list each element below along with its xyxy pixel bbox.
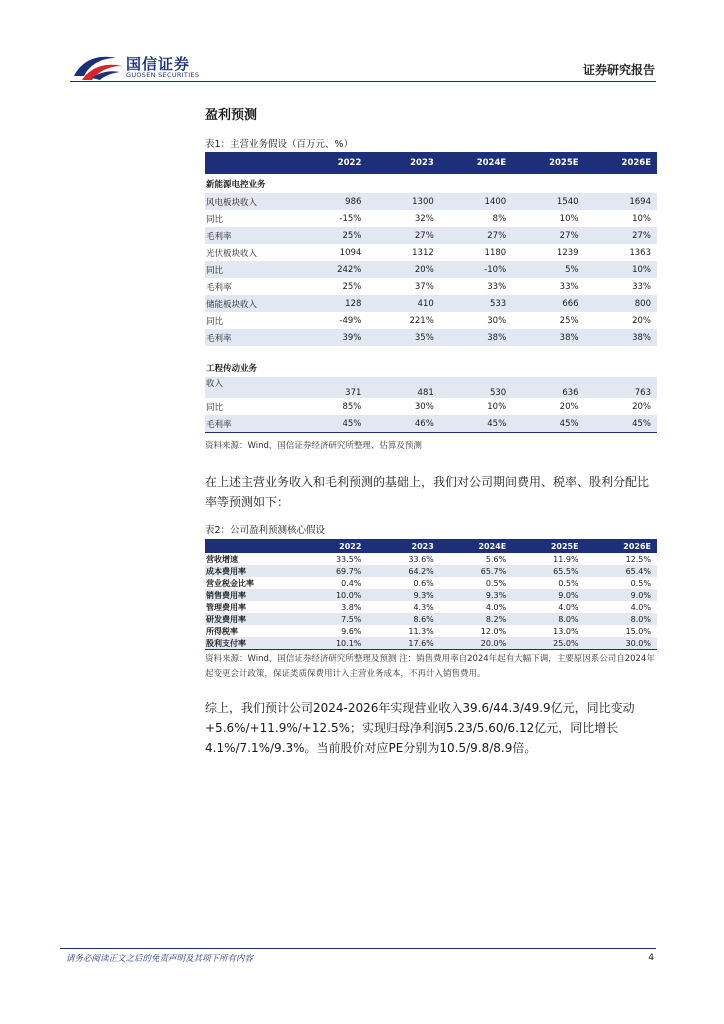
table-cell: 25% [295, 227, 367, 244]
table-cell: 12.0% [480, 626, 507, 636]
table-cell: 9.0% [585, 589, 657, 601]
table-cell: 20% [367, 261, 439, 278]
table-cell: 10.1% [295, 637, 367, 650]
table-cell: 65.5% [512, 565, 584, 577]
table-section-row [205, 174, 657, 193]
table-row [205, 329, 657, 346]
table-cell: 35% [367, 329, 439, 346]
table-row [205, 244, 657, 261]
table-header-row [205, 152, 657, 174]
table-cell: 9.0% [512, 589, 584, 601]
table-cell: 27% [367, 227, 439, 244]
table-cell: 25.0% [512, 637, 584, 650]
table-section-row [205, 358, 657, 377]
table-cell: -15% [339, 213, 362, 224]
table-cell: 46% [367, 415, 439, 433]
table-cell: 45% [512, 415, 584, 433]
section-label: 新能源电控业务 [206, 179, 266, 190]
table-cell: 410 [367, 295, 439, 312]
table-cell: 221% [409, 315, 434, 326]
table-row [205, 227, 657, 244]
table-cell: 1312 [412, 247, 434, 258]
row-label: 销售费用率 [205, 589, 295, 601]
table-cell: 33% [632, 281, 651, 292]
table-cell: 38% [440, 329, 512, 346]
table-cell: 65.7% [440, 565, 512, 577]
table-header-cell: 2024E [440, 539, 512, 553]
table-cell: 0.5% [630, 578, 651, 588]
table-header-row [205, 539, 657, 553]
table-cell: 11.3% [408, 626, 434, 636]
table-cell: 128 [295, 295, 367, 312]
table-cell: 8.0% [585, 613, 657, 625]
table-cell: 13.0% [553, 626, 579, 636]
row-label: 储能板块收入 [205, 295, 295, 312]
table-row [205, 625, 657, 637]
table-cell: 763 [585, 377, 657, 398]
report-type-label: 证券研究报告 [582, 63, 655, 77]
table-cell: 39% [295, 329, 367, 346]
table-row [205, 589, 657, 601]
logo-text-cn: 国信证券 [126, 55, 191, 73]
table-cell: 45% [585, 415, 657, 433]
table-cell: 9.6% [341, 626, 362, 636]
table-cell: 1239 [556, 247, 579, 258]
table-cell: 32% [414, 213, 434, 224]
table-cell: 1540 [512, 193, 584, 210]
table-header-cell: 2025E [512, 539, 584, 553]
table-cell: 10% [559, 213, 579, 224]
table-cell: 10.0% [295, 589, 367, 601]
table-cell: 45% [295, 415, 367, 433]
table-cell: 1300 [367, 193, 439, 210]
header-divider [70, 81, 656, 82]
table-cell: 69.7% [295, 565, 367, 577]
table-cell: 33.5% [335, 554, 362, 564]
table-cell: 45% [440, 415, 512, 433]
table-cell: 481 [367, 377, 439, 398]
table-cell: 1363 [629, 247, 651, 258]
table-cell: 30% [487, 315, 507, 326]
table-row [205, 415, 657, 433]
row-label: 毛利率 [205, 227, 295, 244]
table-row [205, 613, 657, 625]
table-header-cell [205, 539, 295, 553]
row-label: 研发费用率 [205, 613, 295, 625]
table-cell: 4.0% [558, 602, 579, 612]
table-cell: 33% [487, 281, 507, 292]
table-cell: 25% [342, 281, 362, 292]
table-header-cell: 2024E [440, 152, 512, 174]
row-label: 收入 [205, 377, 295, 398]
table-cell: 9.3% [440, 589, 512, 601]
table2-source: 资料来源：Wind，国信证券经济研究所整理及预测 注：销售费用率自2024年起有大幅下调，主要原因系公司自2024年起变更会计政策，保证类质保费用计入主营业务成本，不再计入销售费用。 [205, 654, 655, 679]
table-cell: 986 [295, 193, 367, 210]
table-cell: 64.2% [367, 565, 439, 577]
table-cell: 27% [512, 227, 584, 244]
table-cell: 7.5% [295, 613, 367, 625]
body-paragraph-1: 在上述主营业务收入和毛利预测的基础上，我们对公司期间费用、税率、股利分配比率等预测如下： [205, 475, 650, 509]
table-row [205, 210, 657, 227]
table-cell: 4.3% [413, 602, 434, 612]
table-cell: 33% [559, 281, 579, 292]
table-cell: 1094 [339, 247, 362, 258]
table-row [205, 377, 657, 398]
table-row [205, 565, 657, 577]
table-cell: 10% [632, 213, 651, 224]
table-cell: 27% [585, 227, 657, 244]
section-title: 盈利预测 [205, 108, 258, 123]
row-label: 成本费用率 [205, 565, 295, 577]
table-cell: 10% [585, 261, 657, 278]
table-cell: 30% [414, 401, 434, 412]
profit-forecast-table [205, 539, 657, 650]
table-cell: 0.5% [485, 578, 507, 588]
body-paragraph-2: 综上，我们预计公司2024-2026年实现营业收入39.6/44.3/49.9亿元，同比变动+5.6%/+11.9%/+12.5%；实现归母净利润5.23/5.60/6.12亿元，同比增长4.1%/7.1%/9.3%。当前股价对应PE分别为10.5/9.8/8.9倍。 [205, 701, 635, 755]
table-cell: 800 [585, 295, 657, 312]
row-label: 同比 [206, 214, 224, 225]
guosen-logo-mark-icon [72, 50, 124, 84]
row-label: 营业税金比率 [206, 578, 254, 588]
table-cell: 8.2% [440, 613, 512, 625]
table-cell: 27% [440, 227, 512, 244]
table-cell: 20.0% [440, 637, 512, 650]
row-label: 同比 [206, 316, 224, 327]
table-cell: 38% [585, 329, 657, 346]
table-cell: 20% [632, 315, 651, 326]
page-number: 4 [648, 953, 654, 963]
table-cell: 8% [492, 213, 507, 224]
row-label: 营收增速 [206, 554, 238, 564]
table-cell: 37% [414, 281, 434, 292]
table1-source: 资料来源：Wind，国信证券经济研究所整理、估算及预测 [205, 441, 422, 451]
table-cell: 11.9% [553, 554, 579, 564]
table-row [205, 193, 657, 210]
row-label: 毛利率 [205, 329, 295, 346]
table-cell: 371 [295, 377, 367, 398]
table-cell: 1694 [585, 193, 657, 210]
row-label: 管理费用率 [206, 602, 246, 612]
main-business-table [205, 152, 657, 433]
table-row [205, 601, 657, 613]
table-cell: -10% [440, 261, 512, 278]
section-label: 工程传动业务 [206, 363, 258, 374]
table-cell: 3.8% [341, 602, 362, 612]
table-header-cell: 2026E [585, 539, 657, 553]
table-cell: 33.6% [408, 554, 434, 564]
table-row [205, 553, 657, 565]
row-label: 股利支付率 [205, 637, 295, 650]
table-header-cell: 2023 [367, 152, 439, 174]
table-cell: 533 [440, 295, 512, 312]
logo-text-en: GUOSEN SECURITIES [126, 71, 200, 79]
footer-divider [60, 948, 656, 949]
table-header-cell: 2026E [585, 152, 657, 174]
row-label: 光伏板块收入 [206, 248, 258, 259]
row-label: 风电板块收入 [205, 193, 295, 210]
table-cell: 4.0% [485, 602, 507, 612]
row-label: 毛利率 [206, 282, 232, 293]
table-cell: 242% [295, 261, 367, 278]
table-row [205, 278, 657, 295]
row-label: 同比 [206, 402, 224, 413]
table-row [205, 295, 657, 312]
table-row [205, 398, 657, 415]
table-cell: 8.6% [367, 613, 439, 625]
table-cell: 4.0% [630, 602, 651, 612]
table-header-cell: 2022 [295, 539, 367, 553]
table-row [205, 312, 657, 329]
table-cell: 10% [487, 401, 507, 412]
table-cell: 9.3% [367, 589, 439, 601]
table-cell: 530 [440, 377, 512, 398]
table-cell: 666 [512, 295, 584, 312]
table-cell: 5.6% [485, 554, 507, 564]
table-cell: 636 [512, 377, 584, 398]
table-cell: 1180 [484, 247, 507, 258]
table-cell: 25% [559, 315, 579, 326]
table-cell: 85% [342, 401, 362, 412]
table-header-cell: 2022 [295, 152, 367, 174]
table-cell: 20% [632, 401, 651, 412]
table-cell: 0.5% [558, 578, 579, 588]
row-label: 所得税率 [206, 626, 238, 636]
table-cell: 0.6% [413, 578, 434, 588]
table-row [205, 577, 657, 589]
table-header-cell [205, 152, 295, 174]
table1-caption: 表1：主营业务假设（百万元、%） [205, 139, 354, 150]
table-row [205, 261, 657, 278]
table-cell: 5% [512, 261, 584, 278]
table-cell: 65.4% [585, 565, 657, 577]
table-header-cell: 2025E [512, 152, 584, 174]
table-cell: -49% [339, 315, 362, 326]
table-cell: 30.0% [585, 637, 657, 650]
table-cell: 1400 [440, 193, 512, 210]
table-cell: 20% [559, 401, 579, 412]
table-spacer-row [205, 346, 657, 358]
table-header-cell: 2023 [367, 539, 439, 553]
table2-caption: 表2：公司盈利预测核心假设 [205, 525, 326, 536]
table-cell: 17.6% [367, 637, 439, 650]
table-cell: 0.4% [341, 578, 362, 588]
row-label: 同比 [205, 261, 295, 278]
row-label: 毛利率 [205, 415, 295, 433]
table-row [205, 637, 657, 650]
table-cell: 38% [512, 329, 584, 346]
table-cell: 15.0% [625, 626, 651, 636]
footer-disclaimer: 请务必阅读正文之后的免责声明及其项下所有内容 [66, 954, 254, 964]
table-cell: 12.5% [625, 554, 651, 564]
table-cell: 8.0% [512, 613, 584, 625]
